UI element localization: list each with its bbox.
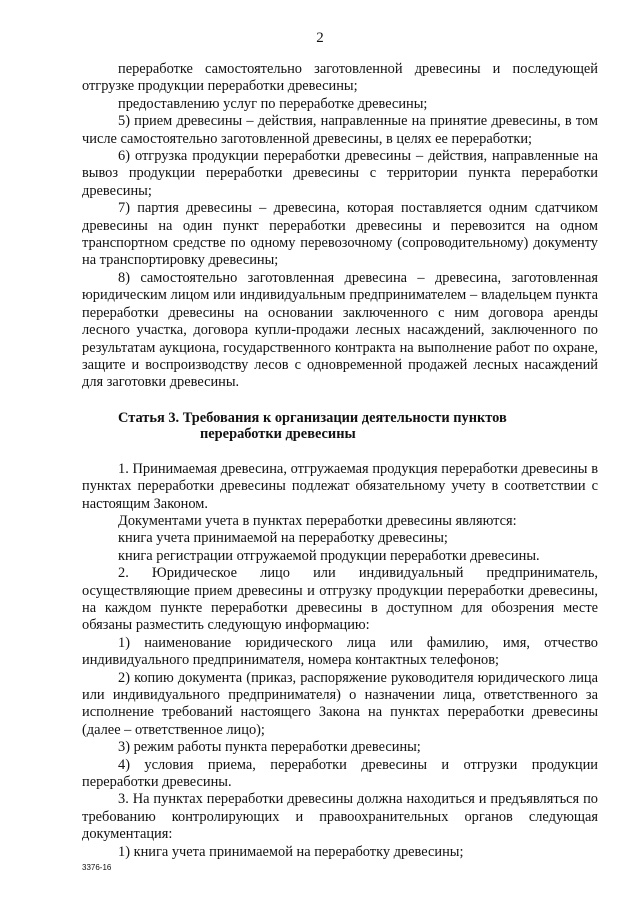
paragraph: 5) прием древесины – действия, направленные на принятие древесины, в том числе самостоятельно заготовленной древесины, в целях ее переработки;	[82, 113, 598, 147]
paragraph: 1) наименование юридического лица или фамилию, имя, отчество индивидуального предпринимателя, номера контактных телефонов;	[82, 634, 598, 669]
article-title-line1: Статья 3. Требования к организации деятельности пунктов	[118, 409, 507, 426]
paragraph: 2. Юридическое лицо или индивидуальный предприниматель, осуществляющие прием древесины и отгрузку продукции переработки древесины, на каждом пункте переработки древесины в доступном для обозрения месте обязаны разместить следующую информацию:	[82, 565, 598, 634]
paragraph: 7) партия древесины – древесина, которая поставляется одним сдатчиком древесины на один пункт переработки древесины и перевозится на одном транспортном средстве по одному перевозочному (сопроводительному) документу на транспортировку древесины;	[82, 200, 598, 269]
paragraph: 4) условия приема, переработки древесины и отгрузки продукции переработки древесины.	[82, 756, 598, 791]
paragraph: предоставлению услуг по переработке древесины;	[118, 95, 428, 112]
paragraph: переработке самостоятельно заготовленной древесины и последующей отгрузке продукции переработки древесины;	[82, 61, 598, 95]
document-body	[82, 61, 598, 861]
paragraph: 1. Принимаемая древесина, отгружаемая продукция переработки древесины в пунктах переработки древесины подлежат обязательному учету в соответствии с настоящим Законом.	[82, 460, 598, 512]
paragraph: 6) отгрузка продукции переработки древесины – действия, направленные на вывоз продукции переработки древесины с территории пункта переработки древесины;	[82, 148, 598, 199]
article-title-line2: переработки древесины	[200, 425, 356, 442]
article-heading	[82, 410, 598, 442]
paragraph: 3. На пунктах переработки древесины должна находиться и предъявляться по требованию контролирующих и правоохранительных органов следующая документация:	[82, 791, 598, 843]
paragraph: книга учета принимаемой на переработку древесины;	[118, 530, 448, 547]
paragraph: 3) режим работы пункта переработки древесины;	[118, 739, 421, 756]
paragraph: 1) книга учета принимаемой на переработку древесины;	[118, 843, 464, 860]
paragraph: Документами учета в пунктах переработки древесины являются:	[118, 512, 517, 529]
paragraph: 2) копию документа (приказ, распоряжение руководителя юридического лица или индивидуального предпринимателя) о назначении лица, ответственного за исполнение требований настоящего Закона на пунктах переработки древесины (далее – ответственное лицо);	[82, 669, 598, 738]
document-code: 3376-16	[82, 863, 112, 872]
page-number: 2	[316, 30, 324, 46]
paragraph: книга регистрации отгружаемой продукции переработки древесины.	[118, 547, 540, 564]
paragraph: 8) самостоятельно заготовленная древесина – древесина, заготовленная юридическим лицом или индивидуальным предпринимателем – владельцем пункта переработки древесины на основании заключенного с ним договора аренды лесного участка, договора купли-продажи лесных насаждений, заключенного по результатам аукциона, государственного контракта на выполнение работ по охране, защите и воспроизводству лесов с одновременной продажей лесных насаждений для заготовки древесины.	[82, 269, 598, 391]
